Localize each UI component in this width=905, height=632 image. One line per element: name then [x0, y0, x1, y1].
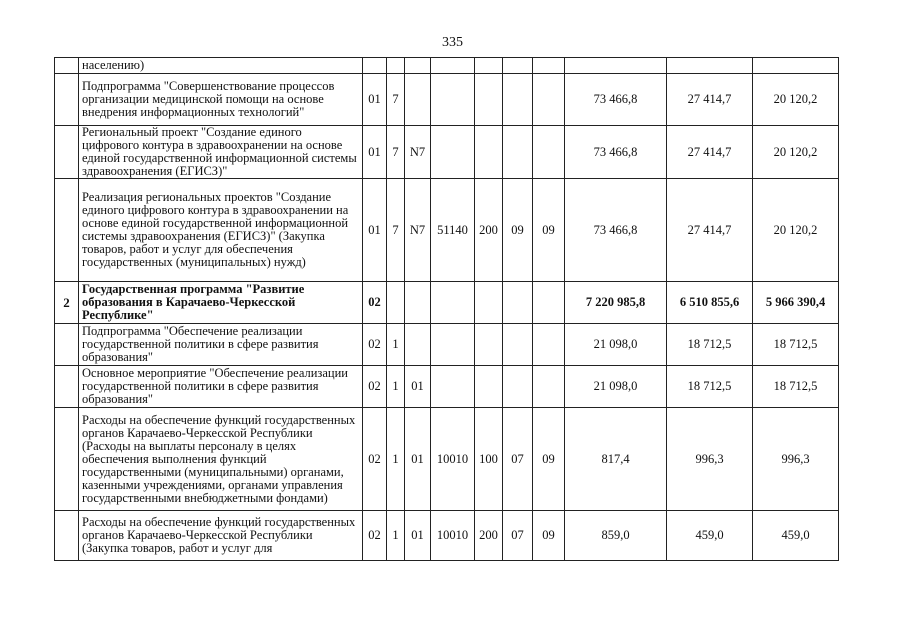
code-subsection [533, 74, 565, 126]
code-direction [431, 74, 475, 126]
table-row [55, 324, 839, 366]
row-name: Государственная программа "Развитие образования в Карачаево-Черкесской Республике" [79, 282, 363, 324]
amount-year-1: 859,0 [565, 511, 667, 561]
row-name: Расходы на обеспечение функций государственных органов Карачаево-Черкесской Республики (Расходы на выплаты персоналу в целях обеспечения выполнения функций государственными (муниципальными) органами, казенными учреждениями, органами управления государственными внебюджетными фондами) [79, 408, 363, 511]
amount-year-2: 996,3 [667, 408, 753, 511]
code-event: 01 [405, 408, 431, 511]
code-subsection: 09 [533, 179, 565, 282]
code-subsection [533, 366, 565, 408]
code-program: 02 [363, 408, 387, 511]
amount-year-1: 817,4 [565, 408, 667, 511]
table-row [55, 126, 839, 179]
table-body [55, 58, 839, 561]
code-section [503, 366, 533, 408]
code-program: 01 [363, 74, 387, 126]
row-number [55, 74, 79, 126]
code-event [405, 58, 431, 74]
amount-year-2: 6 510 855,6 [667, 282, 753, 324]
row-number: 2 [55, 282, 79, 324]
code-expense-type [475, 74, 503, 126]
table-row [55, 408, 839, 511]
amount-year-1: 73 466,8 [565, 126, 667, 179]
code-program: 01 [363, 179, 387, 282]
amount-year-3: 996,3 [753, 408, 839, 511]
amount-year-1: 7 220 985,8 [565, 282, 667, 324]
code-direction: 10010 [431, 511, 475, 561]
table-row [55, 366, 839, 408]
code-event [405, 282, 431, 324]
code-section: 07 [503, 408, 533, 511]
amount-year-2: 459,0 [667, 511, 753, 561]
code-direction [431, 126, 475, 179]
table-row [55, 282, 839, 324]
code-expense-type [475, 324, 503, 366]
code-event: N7 [405, 179, 431, 282]
code-subprogram [387, 282, 405, 324]
code-expense-type: 200 [475, 511, 503, 561]
code-subprogram: 1 [387, 324, 405, 366]
code-expense-type: 200 [475, 179, 503, 282]
code-subprogram: 1 [387, 366, 405, 408]
code-subprogram [387, 58, 405, 74]
code-subprogram: 7 [387, 179, 405, 282]
row-name: Региональный проект "Создание единого цифрового контура в здравоохранении на основе единой государственной информационной системы здравоохранения (ЕГИСЗ)" [79, 126, 363, 179]
code-direction [431, 366, 475, 408]
amount-year-3: 459,0 [753, 511, 839, 561]
row-number [55, 126, 79, 179]
code-subsection [533, 324, 565, 366]
code-section [503, 126, 533, 179]
code-section: 07 [503, 511, 533, 561]
row-name: Подпрограмма "Обеспечение реализации государственной политики в сфере развития образования" [79, 324, 363, 366]
amount-year-3: 20 120,2 [753, 74, 839, 126]
amount-year-1: 21 098,0 [565, 366, 667, 408]
code-subsection [533, 282, 565, 324]
amount-year-1: 73 466,8 [565, 74, 667, 126]
row-name: Основное мероприятие "Обеспечение реализации государственной политики в сфере развития образования" [79, 366, 363, 408]
amount-year-3 [753, 58, 839, 74]
amount-year-3: 18 712,5 [753, 366, 839, 408]
row-number [55, 408, 79, 511]
code-event [405, 74, 431, 126]
row-number [55, 324, 79, 366]
row-name: Расходы на обеспечение функций государственных органов Карачаево-Черкесской Республики (Закупка товаров, работ и услуг для [79, 511, 363, 561]
code-subprogram: 7 [387, 74, 405, 126]
row-name: Реализация региональных проектов "Создание единого цифрового контура в здравоохранении на основе единой государственной информационной системы здравоохранения (ЕГИСЗ)" (Закупка товаров, работ и услуг для обеспечения государственных (муниципальных) нужд) [79, 179, 363, 282]
code-direction: 10010 [431, 408, 475, 511]
code-subsection [533, 126, 565, 179]
row-name: населению) [79, 58, 363, 74]
code-program: 02 [363, 511, 387, 561]
code-program: 02 [363, 366, 387, 408]
code-direction [431, 58, 475, 74]
code-expense-type [475, 126, 503, 179]
amount-year-3: 20 120,2 [753, 126, 839, 179]
page-number: 335 [442, 35, 463, 50]
code-subprogram: 1 [387, 511, 405, 561]
row-name: Подпрограмма "Совершенствование процессов организации медицинской помощи на основе внедрения информационных технологий" [79, 74, 363, 126]
table-row [55, 74, 839, 126]
code-program [363, 58, 387, 74]
code-event: 01 [405, 366, 431, 408]
amount-year-1 [565, 58, 667, 74]
amount-year-2 [667, 58, 753, 74]
code-expense-type: 100 [475, 408, 503, 511]
code-subsection: 09 [533, 511, 565, 561]
code-direction [431, 282, 475, 324]
code-subprogram: 1 [387, 408, 405, 511]
table-row [55, 179, 839, 282]
row-number [55, 179, 79, 282]
code-direction [431, 324, 475, 366]
code-event: N7 [405, 126, 431, 179]
code-section: 09 [503, 179, 533, 282]
code-expense-type [475, 366, 503, 408]
code-section [503, 282, 533, 324]
code-subsection [533, 58, 565, 74]
code-section [503, 74, 533, 126]
amount-year-3: 20 120,2 [753, 179, 839, 282]
code-expense-type [475, 282, 503, 324]
code-program: 02 [363, 324, 387, 366]
amount-year-3: 5 966 390,4 [753, 282, 839, 324]
table-row [55, 511, 839, 561]
code-program: 01 [363, 126, 387, 179]
code-subprogram: 7 [387, 126, 405, 179]
amount-year-1: 73 466,8 [565, 179, 667, 282]
amount-year-2: 27 414,7 [667, 74, 753, 126]
code-event: 01 [405, 511, 431, 561]
amount-year-1: 21 098,0 [565, 324, 667, 366]
code-section [503, 58, 533, 74]
amount-year-2: 18 712,5 [667, 366, 753, 408]
code-section [503, 324, 533, 366]
amount-year-2: 27 414,7 [667, 179, 753, 282]
code-direction: 51140 [431, 179, 475, 282]
budget-table [54, 57, 839, 561]
code-event [405, 324, 431, 366]
code-expense-type [475, 58, 503, 74]
amount-year-2: 18 712,5 [667, 324, 753, 366]
amount-year-2: 27 414,7 [667, 126, 753, 179]
amount-year-3: 18 712,5 [753, 324, 839, 366]
row-number [55, 511, 79, 561]
code-program: 02 [363, 282, 387, 324]
row-number [55, 58, 79, 74]
table-row [55, 58, 839, 74]
code-subsection: 09 [533, 408, 565, 511]
row-number [55, 366, 79, 408]
